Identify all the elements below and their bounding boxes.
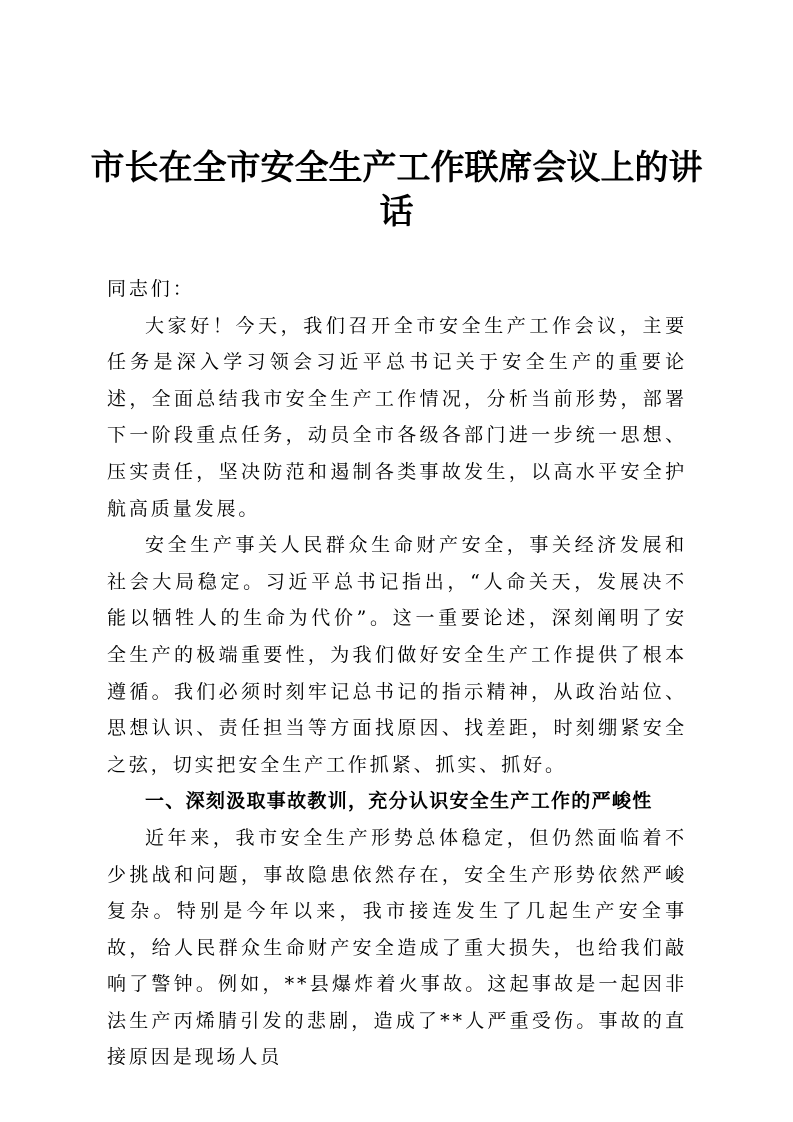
greeting: 同志们： bbox=[107, 278, 195, 300]
section-heading: 一、深刻汲取事故教训，充分认识安全生产工作的严峻性 bbox=[145, 790, 653, 813]
document-body bbox=[107, 271, 687, 1076]
paragraph-opening: 大家好！今天，我们召开全市安全生产工作会议，主要任务是深入学习领会习近平总书记关于安全生产的重要论述，全面总结我市安全生产工作情况，分析当前形势，部署下一阶段重点任务，动员全市各级各部门进一步统一思想、压实责任，坚决防范和遏制各类事故发生，以高水平安全护航高质量发展。 bbox=[107, 314, 687, 520]
document-title: 市长在全市安全生产工作联席会议上的讲话 bbox=[90, 148, 703, 232]
paragraph-section-one: 近年来，我市安全生产形势总体稳定，但仍然面临着不少挑战和问题，事故隐患依然存在，安全生产形势依然严峻复杂。特别是今年以来，我市接连发生了几起生产安全事故，给人民群众生命财产安全造成了重大损失，也给我们敲响了警钟。例如，**县爆炸着火事故。这起事故是一起因非法生产丙烯腈引发的悲剧，造成了**人严重受伤。事故的直接原因是现场人员 bbox=[107, 826, 687, 1069]
paragraph-importance: 安全生产事关人民群众生命财产安全，事关经济发展和社会大局稳定。习近平总书记指出，“人命关天，发展决不能以牺牲人的生命为代价”。这一重要论述，深刻阐明了安全生产的极端重要性，为我们做好安全生产工作提供了根本遵循。我们必须时刻牢记总书记的指示精神，从政治站位、思想认识、责任担当等方面找原因、找差距，时刻绷紧安全之弦，切实把安全生产工作抓紧、抓实、抓好。 bbox=[107, 534, 687, 776]
